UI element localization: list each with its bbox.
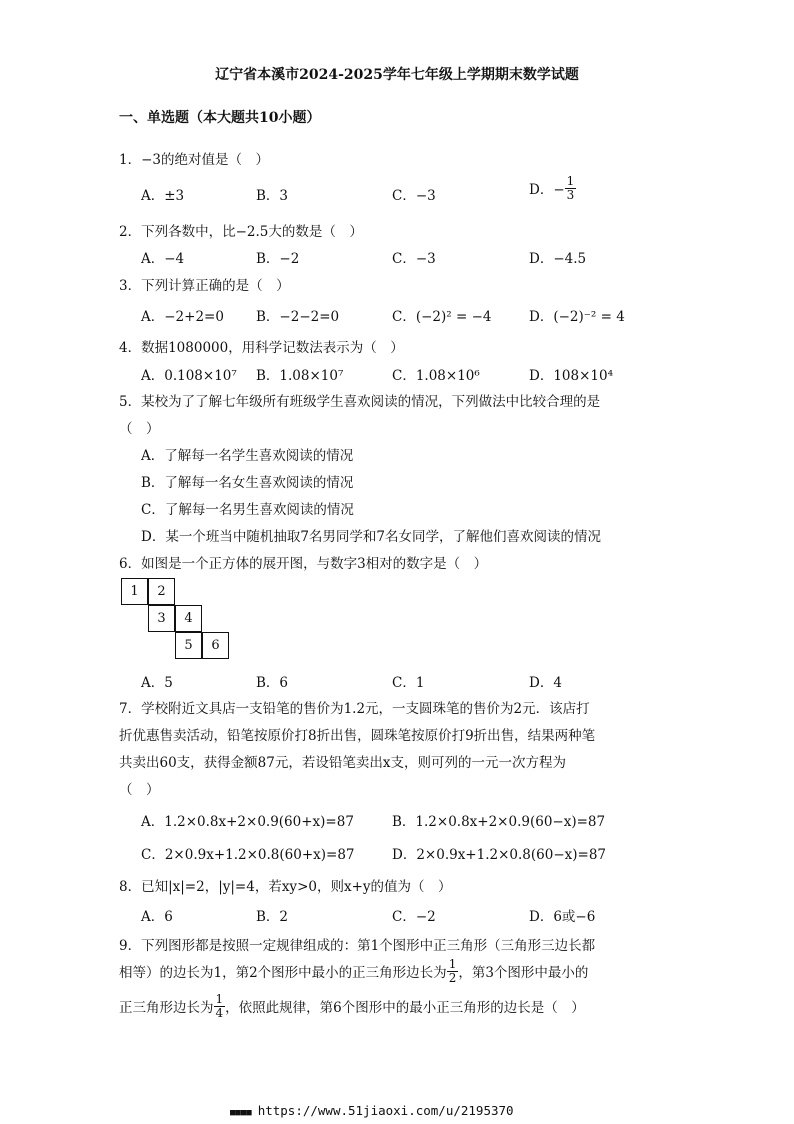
q9-text: ，第3个图形中最小的 [458,965,589,982]
section-heading: 一、单选题（本大题共10小题） [119,110,321,126]
fraction-numerator: 1 [215,992,224,1006]
question-9-line-2 [119,958,588,984]
cube-net-cell: 4 [175,605,202,632]
question-6-stem: 6．如图是一个正方体的展开图，与数字3相对的数字是（ ） [119,556,488,572]
q3-option-c: C．(−2)² = −4 [392,309,492,325]
q1-option-d-fraction [565,175,577,201]
q9-fraction-quarter [214,993,226,1019]
q4-option-a: A．0.108×10⁷ [141,368,237,384]
q4-option-d: D．108×10⁴ [529,368,613,384]
q7-option-a: A．1.2×0.8x+2×0.9(60+x)=87 [141,814,354,830]
q5-option-b: B．了解每一名女生喜欢阅读的情况 [141,475,354,491]
footer-url[interactable]: https://www.51jiaoxi.com/u/2195370 [257,1103,514,1118]
q7-option-b: B．1.2×0.8x+2×0.9(60−x)=87 [392,814,606,830]
q2-option-b: B．−2 [256,251,300,267]
q8-option-c: C．−2 [392,909,436,925]
q6-option-a: A．5 [141,675,173,691]
cube-net-cell: 2 [148,578,175,605]
question-7-line-1: 7．学校附近文具店一支铅笔的售价为1.2元，一支圆珠笔的售价为2元．该店打 [119,701,590,717]
fraction-denominator: 2 [448,970,457,985]
page-title: 辽宁省本溪市2024-2025学年七年级上学期期末数学试题 [215,67,579,83]
footer-tag: ■■■■ [230,1108,252,1118]
cube-net-cell: 1 [121,578,148,605]
q5-option-d: D．某一个班当中随机抽取7名男同学和7名女同学，了解他们喜欢阅读的情况 [141,529,602,545]
q1-option-b: B．3 [256,188,289,204]
q4-option-b: B．1.08×10⁷ [256,368,344,384]
q8-option-b: B．2 [256,909,289,925]
q7-option-c: C．2×0.9x+1.2×0.8(60+x)=87 [141,847,355,863]
q3-option-d: D．(−2)⁻² = 4 [529,309,625,325]
q2-option-a: A．−4 [141,251,185,267]
q2-option-d: D．−4.5 [529,251,587,267]
question-1-stem: 1．−3的绝对值是（ ） [119,152,269,168]
q3-option-a: A．−2+2=0 [141,309,224,325]
q9-text: 相等）的边长为1，第2个图形中最小的正三角形边长为 [119,965,447,982]
q9-text: ，依照此规律，第6个图形中的最小正三角形的边长是（ ） [225,1000,585,1017]
footer-watermark [230,1103,514,1118]
question-7-line-4: （ ） [119,782,160,798]
question-3-stem: 3．下列计算正确的是（ ） [119,278,290,294]
question-9-line-1: 9．下列图形都是按照一定规律组成的：第1个图形中正三角形（三角形三边长都 [119,938,596,954]
fraction-numerator: 1 [448,957,457,971]
q6-option-c: C．1 [392,675,425,691]
q6-option-d: D．4 [529,675,562,691]
q1-option-d-prefix: D．− [529,182,565,199]
question-8-stem: 8．已知|x|=2，|y|=4，若xy>0，则x+y的值为（ ） [119,879,452,895]
question-7-line-3: 共卖出60支，获得金额87元，若设铅笔卖出x支，则可列的一元一次方程为 [119,755,566,771]
q1-option-d [529,175,576,201]
q5-option-a: A．了解每一名学生喜欢阅读的情况 [141,448,354,464]
q7-option-d: D．2×0.9x+1.2×0.8(60−x)=87 [392,847,606,863]
fraction-numerator: 1 [566,174,575,188]
question-4-stem: 4．数据1080000，用科学记数法表示为（ ） [119,340,404,356]
q1-option-c: C．−3 [392,188,436,204]
q6-option-b: B．6 [256,675,289,691]
cube-net-cell: 6 [202,632,229,659]
q8-option-d: D．6或−6 [529,909,596,925]
q4-option-c: C．1.08×10⁶ [392,368,480,384]
fraction-denominator: 4 [215,1005,224,1020]
q2-option-c: C．−3 [392,251,436,267]
cube-net-cell: 5 [175,632,202,659]
question-5-stem: 5．某校为了了解七年级所有班级学生喜欢阅读的情况，下列做法中比较合理的是 [119,394,601,410]
q5-option-c: C．了解每一名男生喜欢阅读的情况 [141,502,354,518]
q9-fraction-half [447,958,459,984]
cube-net-cell: 3 [148,605,175,632]
question-5-stem-cont: （ ） [119,421,160,437]
q1-option-a: A．±3 [141,188,185,204]
question-2-stem: 2．下列各数中，比−2.5大的数是（ ） [119,224,363,240]
q9-text: 正三角形边长为 [119,1000,214,1017]
q3-option-b: B．−2−2=0 [256,309,340,325]
question-9-line-3 [119,993,585,1019]
question-7-line-2: 折优惠售卖活动，铅笔按原价打8折出售，圆珠笔按原价打9折出售，结果两种笔 [119,728,596,744]
fraction-denominator: 3 [566,187,575,202]
q8-option-a: A．6 [141,909,173,925]
